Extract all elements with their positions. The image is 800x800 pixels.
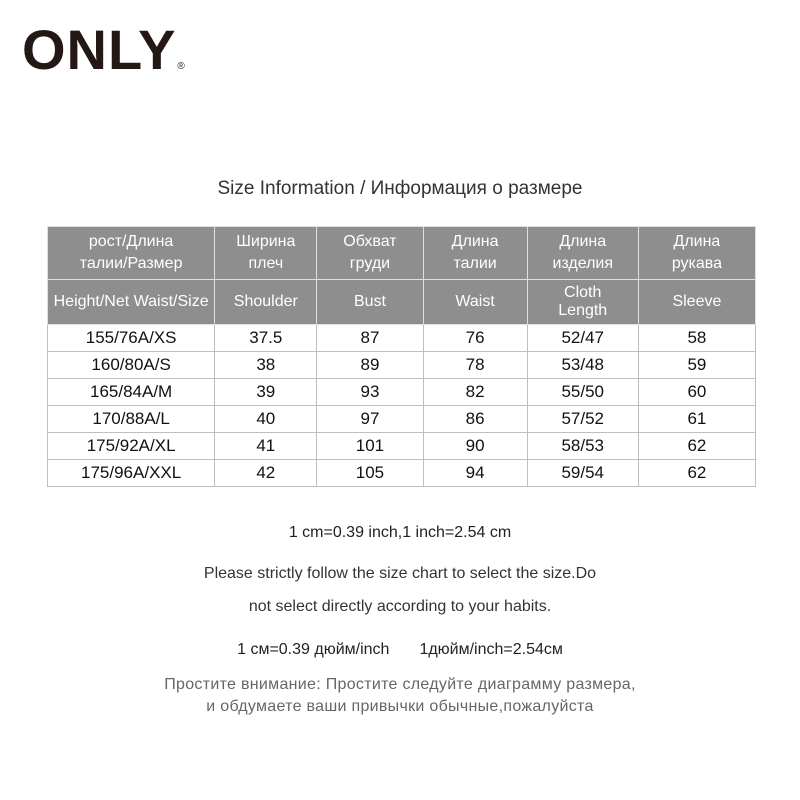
conversion-ru-cm: 1 см=0.39 дюйм/inch <box>237 641 390 658</box>
sleeve-cell: 61 <box>638 406 755 433</box>
table-row <box>48 325 756 352</box>
bust-cell: 105 <box>317 460 423 487</box>
size-cell: 175/92A/XL <box>48 433 215 460</box>
header-cell-en: Height/Net Waist/Size <box>48 280 215 325</box>
waist-cell: 76 <box>423 325 527 352</box>
bust-cell: 87 <box>317 325 423 352</box>
size-advice-ru-line-2: и обдумаете ваши привычки обычные,пожалуйста <box>206 698 594 715</box>
brand-logo <box>22 18 186 81</box>
brand-logo-text: ONLY <box>22 18 177 81</box>
length-cell: 52/47 <box>527 325 638 352</box>
sleeve-cell: 60 <box>638 379 755 406</box>
header-row-en <box>48 280 756 325</box>
page-title: Size Information / Информация о размере <box>217 178 583 199</box>
size-cell: 170/88A/L <box>48 406 215 433</box>
sleeve-cell: 58 <box>638 325 755 352</box>
length-cell: 59/54 <box>527 460 638 487</box>
size-cell: 175/96A/XXL <box>48 460 215 487</box>
header-cell-en: Cloth Length <box>527 280 638 325</box>
header-cell-ru: Длина изделия <box>527 227 638 280</box>
header-cell-en: Shoulder <box>215 280 317 325</box>
sleeve-cell: 62 <box>638 433 755 460</box>
waist-cell: 90 <box>423 433 527 460</box>
waist-cell: 94 <box>423 460 527 487</box>
table-row <box>48 460 756 487</box>
length-cell: 55/50 <box>527 379 638 406</box>
header-row-ru <box>48 227 756 280</box>
header-cell-ru: Длина рукава <box>638 227 755 280</box>
table-row <box>48 352 756 379</box>
header-cell-ru: Длина талии <box>423 227 527 280</box>
size-advice-line-2: not select directly according to your habits. <box>248 598 552 615</box>
shoulder-cell: 39 <box>215 379 317 406</box>
header-cell-ru: рост/Длина талии/Размер <box>48 227 215 280</box>
bust-cell: 101 <box>317 433 423 460</box>
registered-mark: ® <box>177 61 186 72</box>
conversion-ru-inch: 1дюйм/inch=2.54см <box>419 641 563 658</box>
sleeve-cell: 62 <box>638 460 755 487</box>
shoulder-cell: 37.5 <box>215 325 317 352</box>
header-cell-ru: Ширина плеч <box>215 227 317 280</box>
header-cell-en: Sleeve <box>638 280 755 325</box>
size-cell: 160/80A/S <box>48 352 215 379</box>
size-table <box>47 226 756 487</box>
conversion-note: 1 cm=0.39 inch,1 inch=2.54 cm <box>288 524 512 541</box>
size-cell: 155/76A/XS <box>48 325 215 352</box>
length-cell: 58/53 <box>527 433 638 460</box>
conversion-note-ru <box>0 641 800 659</box>
waist-cell: 86 <box>423 406 527 433</box>
bust-cell: 89 <box>317 352 423 379</box>
size-cell: 165/84A/M <box>48 379 215 406</box>
sleeve-cell: 59 <box>638 352 755 379</box>
table-row <box>48 433 756 460</box>
waist-cell: 78 <box>423 352 527 379</box>
length-cell: 57/52 <box>527 406 638 433</box>
table-row <box>48 406 756 433</box>
size-advice-ru-line-1: Простите внимание: Простите следуйте диаграмму размера, <box>164 676 636 693</box>
shoulder-cell: 42 <box>215 460 317 487</box>
table-row <box>48 379 756 406</box>
header-cell-en: Bust <box>317 280 423 325</box>
header-cell-ru: Обхват груди <box>317 227 423 280</box>
shoulder-cell: 41 <box>215 433 317 460</box>
bust-cell: 93 <box>317 379 423 406</box>
waist-cell: 82 <box>423 379 527 406</box>
header-cell-en: Waist <box>423 280 527 325</box>
size-advice-line-1: Please strictly follow the size chart to select the size.Do <box>203 565 597 582</box>
shoulder-cell: 40 <box>215 406 317 433</box>
length-cell: 53/48 <box>527 352 638 379</box>
bust-cell: 97 <box>317 406 423 433</box>
shoulder-cell: 38 <box>215 352 317 379</box>
